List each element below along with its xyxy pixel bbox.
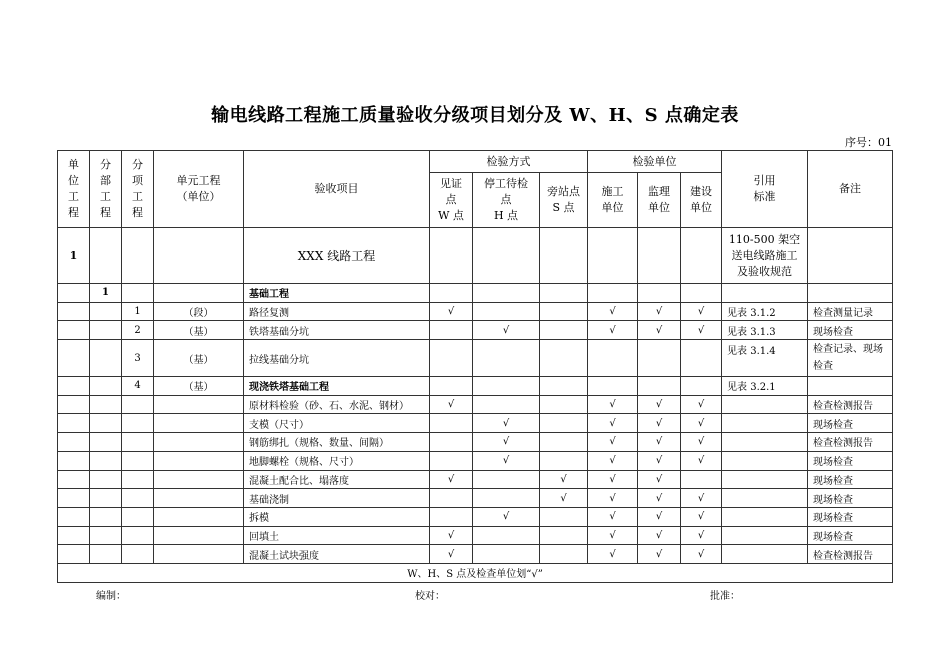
table-row [58,526,893,545]
w-point-mark [430,433,473,452]
header-reference-standard: 引用 标准 [722,151,808,228]
s-point-mark [540,545,588,564]
header-sub-project: 分 部 工 程 [90,151,122,228]
table-row [58,302,893,321]
s-point-mark [540,395,588,414]
element-unit [154,395,244,414]
header-remarks: 备注 [808,151,893,228]
h-point-mark: √ [473,451,540,470]
empty-cell [58,526,90,545]
header-supervision-unit: 监理 单位 [638,173,681,228]
acceptance-item-name: 现浇铁塔基础工程 [244,377,430,396]
construction-unit-mark: √ [588,302,638,321]
supervision-unit-mark: √ [638,489,681,508]
item-number: 3 [122,340,154,377]
remark: 现场检查 [808,470,893,489]
table-row [58,414,893,433]
document-title: 输电线路工程施工质量验收分级项目划分及 W、H、S 点确定表 [211,105,739,126]
w-point-mark [430,507,473,526]
table-row [58,470,893,489]
reference-standard [722,433,808,452]
empty-cell [473,228,540,284]
empty-cell [58,489,90,508]
remark [808,284,893,303]
element-unit [154,433,244,452]
construction-unit-mark: √ [588,507,638,526]
reference-standard [722,489,808,508]
w-point-mark: √ [430,526,473,545]
header-w-point: 见证 点 W 点 [430,173,473,228]
item-number: 2 [122,321,154,340]
table-row [58,507,893,526]
item-number [122,489,154,508]
table-row [58,545,893,564]
owner-unit-mark [681,340,722,377]
empty-cell [430,228,473,284]
reference-standard: 见表 3.1.2 [722,302,808,321]
remark: 现场检查 [808,451,893,470]
empty-cell [58,507,90,526]
header-acceptance-item: 验收项目 [244,151,430,228]
acceptance-item-name: 铁塔基础分坑 [244,321,430,340]
element-unit [154,284,244,303]
element-unit [154,414,244,433]
h-point-mark [473,545,540,564]
prepared-by-label: 编制： [96,591,126,602]
construction-unit-mark [588,377,638,396]
supervision-unit-mark: √ [638,395,681,414]
empty-cell [58,545,90,564]
construction-unit-mark: √ [588,321,638,340]
acceptance-item-name: 混凝土配合比、塌落度 [244,470,430,489]
h-point-mark: √ [473,321,540,340]
owner-unit-mark: √ [681,321,722,340]
empty-cell [58,284,90,303]
owner-unit-mark: √ [681,414,722,433]
item-number [122,526,154,545]
table-row [58,433,893,452]
header-s-point: 旁站点 S 点 [540,173,588,228]
acceptance-item-name: 拉线基础分坑 [244,340,430,377]
remark: 检查检测报告 [808,433,893,452]
reference-standard [722,507,808,526]
supervision-unit-mark [638,340,681,377]
table-note: W、H、S 点及检查单位划“√” [58,563,893,582]
table-row [58,340,893,377]
w-point-mark [430,489,473,508]
owner-unit-mark: √ [681,395,722,414]
empty-cell [58,395,90,414]
project-name: XXX 线路工程 [244,228,430,284]
project-row [58,228,893,284]
element-unit: （基） [154,340,244,377]
h-point-mark: √ [473,433,540,452]
acceptance-item-name: 钢筋绑扎（规格、数量、间隔） [244,433,430,452]
sub-project-number [90,507,122,526]
table-row [58,321,893,340]
header-h-point: 停工待检 点 H 点 [473,173,540,228]
w-point-mark: √ [430,302,473,321]
w-point-mark [430,451,473,470]
empty-cell [638,228,681,284]
acceptance-item-name: 原材料检验（砂、石、水泥、钢材） [244,395,430,414]
remark [808,377,893,396]
supervision-unit-mark [638,377,681,396]
table-row [58,284,893,303]
sub-project-number [90,321,122,340]
header-unit-project: 单 位 工 程 [58,151,90,228]
item-number [122,414,154,433]
element-unit [154,470,244,489]
acceptance-item-name: 基础工程 [244,284,430,303]
header-inspection-method: 检验方式 [430,151,588,173]
project-unit-number: 1 [58,228,90,284]
owner-unit-mark: √ [681,507,722,526]
header-owner-unit: 建设 单位 [681,173,722,228]
reference-standard [722,414,808,433]
w-point-mark [430,284,473,303]
s-point-mark [540,414,588,433]
element-unit: （段） [154,302,244,321]
supervision-unit-mark: √ [638,451,681,470]
supervision-unit-mark: √ [638,526,681,545]
reference-standard [722,395,808,414]
element-unit [154,507,244,526]
supervision-unit-mark: √ [638,302,681,321]
empty-cell [588,228,638,284]
acceptance-item-name: 拆模 [244,507,430,526]
element-unit [154,489,244,508]
item-number [122,395,154,414]
owner-unit-mark: √ [681,451,722,470]
s-point-mark [540,321,588,340]
supervision-unit-mark: √ [638,470,681,489]
owner-unit-mark [681,470,722,489]
sub-project-number [90,395,122,414]
table-row [58,395,893,414]
remark: 现场检查 [808,489,893,508]
empty-cell [154,228,244,284]
empty-cell [540,228,588,284]
construction-unit-mark: √ [588,414,638,433]
table-body [58,284,893,564]
remark: 现场检查 [808,507,893,526]
h-point-mark [473,526,540,545]
acceptance-item-name: 支模（尺寸） [244,414,430,433]
construction-unit-mark: √ [588,526,638,545]
item-number [122,284,154,303]
note-row [58,563,893,582]
serial-number: 序号：01 [845,136,892,149]
s-point-mark [540,340,588,377]
h-point-mark: √ [473,414,540,433]
s-point-mark [540,377,588,396]
empty-cell [58,433,90,452]
w-point-mark [430,340,473,377]
supervision-unit-mark: √ [638,321,681,340]
s-point-mark: √ [540,489,588,508]
s-point-mark [540,284,588,303]
remark: 检查测量记录 [808,302,893,321]
h-point-mark [473,302,540,321]
sub-project-number [90,545,122,564]
empty-cell [58,340,90,377]
remark: 现场检查 [808,414,893,433]
construction-unit-mark [588,340,638,377]
element-unit: （基） [154,377,244,396]
sub-project-number [90,302,122,321]
supervision-unit-mark [638,284,681,303]
remark: 检查检测报告 [808,395,893,414]
owner-unit-mark: √ [681,545,722,564]
item-number: 1 [122,302,154,321]
item-number: 4 [122,377,154,396]
h-point-mark [473,395,540,414]
remark: 检查记录、现场检查 [808,340,893,377]
h-point-mark [473,340,540,377]
s-point-mark [540,302,588,321]
acceptance-item-name: 基础浇制 [244,489,430,508]
construction-unit-mark: √ [588,545,638,564]
element-unit [154,545,244,564]
supervision-unit-mark: √ [638,507,681,526]
sub-project-number [90,340,122,377]
h-point-mark [473,377,540,396]
acceptance-item-name: 回填土 [244,526,430,545]
reference-standard [722,545,808,564]
item-number [122,433,154,452]
sub-project-number [90,470,122,489]
s-point-mark [540,507,588,526]
sub-project-number [90,489,122,508]
header-construction-unit: 施工 单位 [588,173,638,228]
reference-standard [722,526,808,545]
approved-by-label: 批准： [710,591,740,602]
empty-cell [122,228,154,284]
empty-cell [58,470,90,489]
table-row [58,451,893,470]
w-point-mark [430,414,473,433]
sub-project-number [90,526,122,545]
supervision-unit-mark: √ [638,545,681,564]
element-unit: （基） [154,321,244,340]
item-number [122,470,154,489]
w-point-mark: √ [430,470,473,489]
supervision-unit-mark: √ [638,414,681,433]
empty-cell [58,302,90,321]
s-point-mark: √ [540,470,588,489]
project-standard: 110-500 架空 送电线路施工 及验收规范 [722,228,808,284]
remark: 现场检查 [808,321,893,340]
w-point-mark [430,321,473,340]
empty-cell [808,228,893,284]
header-row-1 [58,151,893,173]
header-element-project: 单元工程 （单位） [154,151,244,228]
h-point-mark [473,470,540,489]
w-point-mark: √ [430,545,473,564]
s-point-mark [540,526,588,545]
table-row [58,377,893,396]
construction-unit-mark: √ [588,470,638,489]
owner-unit-mark: √ [681,489,722,508]
header-inspection-unit: 检验单位 [588,151,722,173]
acceptance-item-name: 路径复测 [244,302,430,321]
sub-project-number [90,433,122,452]
owner-unit-mark [681,284,722,303]
h-point-mark [473,489,540,508]
owner-unit-mark: √ [681,526,722,545]
inspection-table [57,150,893,583]
w-point-mark: √ [430,395,473,414]
item-number [122,507,154,526]
reference-standard: 见表 3.1.3 [722,321,808,340]
s-point-mark [540,433,588,452]
reference-standard [722,470,808,489]
h-point-mark: √ [473,507,540,526]
remark: 检查检测报告 [808,545,893,564]
owner-unit-mark: √ [681,302,722,321]
construction-unit-mark [588,284,638,303]
w-point-mark [430,377,473,396]
sub-project-number: 1 [90,284,122,303]
s-point-mark [540,451,588,470]
construction-unit-mark: √ [588,451,638,470]
checked-by-label: 校对： [415,591,445,602]
sub-project-number [90,377,122,396]
empty-cell [58,414,90,433]
empty-cell [681,228,722,284]
element-unit [154,526,244,545]
reference-standard [722,451,808,470]
table-row [58,489,893,508]
empty-cell [58,321,90,340]
reference-standard [722,284,808,303]
empty-cell [58,451,90,470]
supervision-unit-mark: √ [638,433,681,452]
reference-standard: 见表 3.2.1 [722,377,808,396]
empty-cell [90,228,122,284]
acceptance-item-name: 地脚螺栓（规格、尺寸） [244,451,430,470]
construction-unit-mark: √ [588,395,638,414]
remark: 现场检查 [808,526,893,545]
item-number [122,451,154,470]
owner-unit-mark: √ [681,433,722,452]
empty-cell [58,377,90,396]
h-point-mark [473,284,540,303]
reference-standard: 见表 3.1.4 [722,340,808,377]
sub-project-number [90,414,122,433]
acceptance-item-name: 混凝土试块强度 [244,545,430,564]
owner-unit-mark [681,377,722,396]
element-unit [154,451,244,470]
item-number [122,545,154,564]
sub-project-number [90,451,122,470]
header-item-project: 分 项 工 程 [122,151,154,228]
construction-unit-mark: √ [588,433,638,452]
construction-unit-mark: √ [588,489,638,508]
